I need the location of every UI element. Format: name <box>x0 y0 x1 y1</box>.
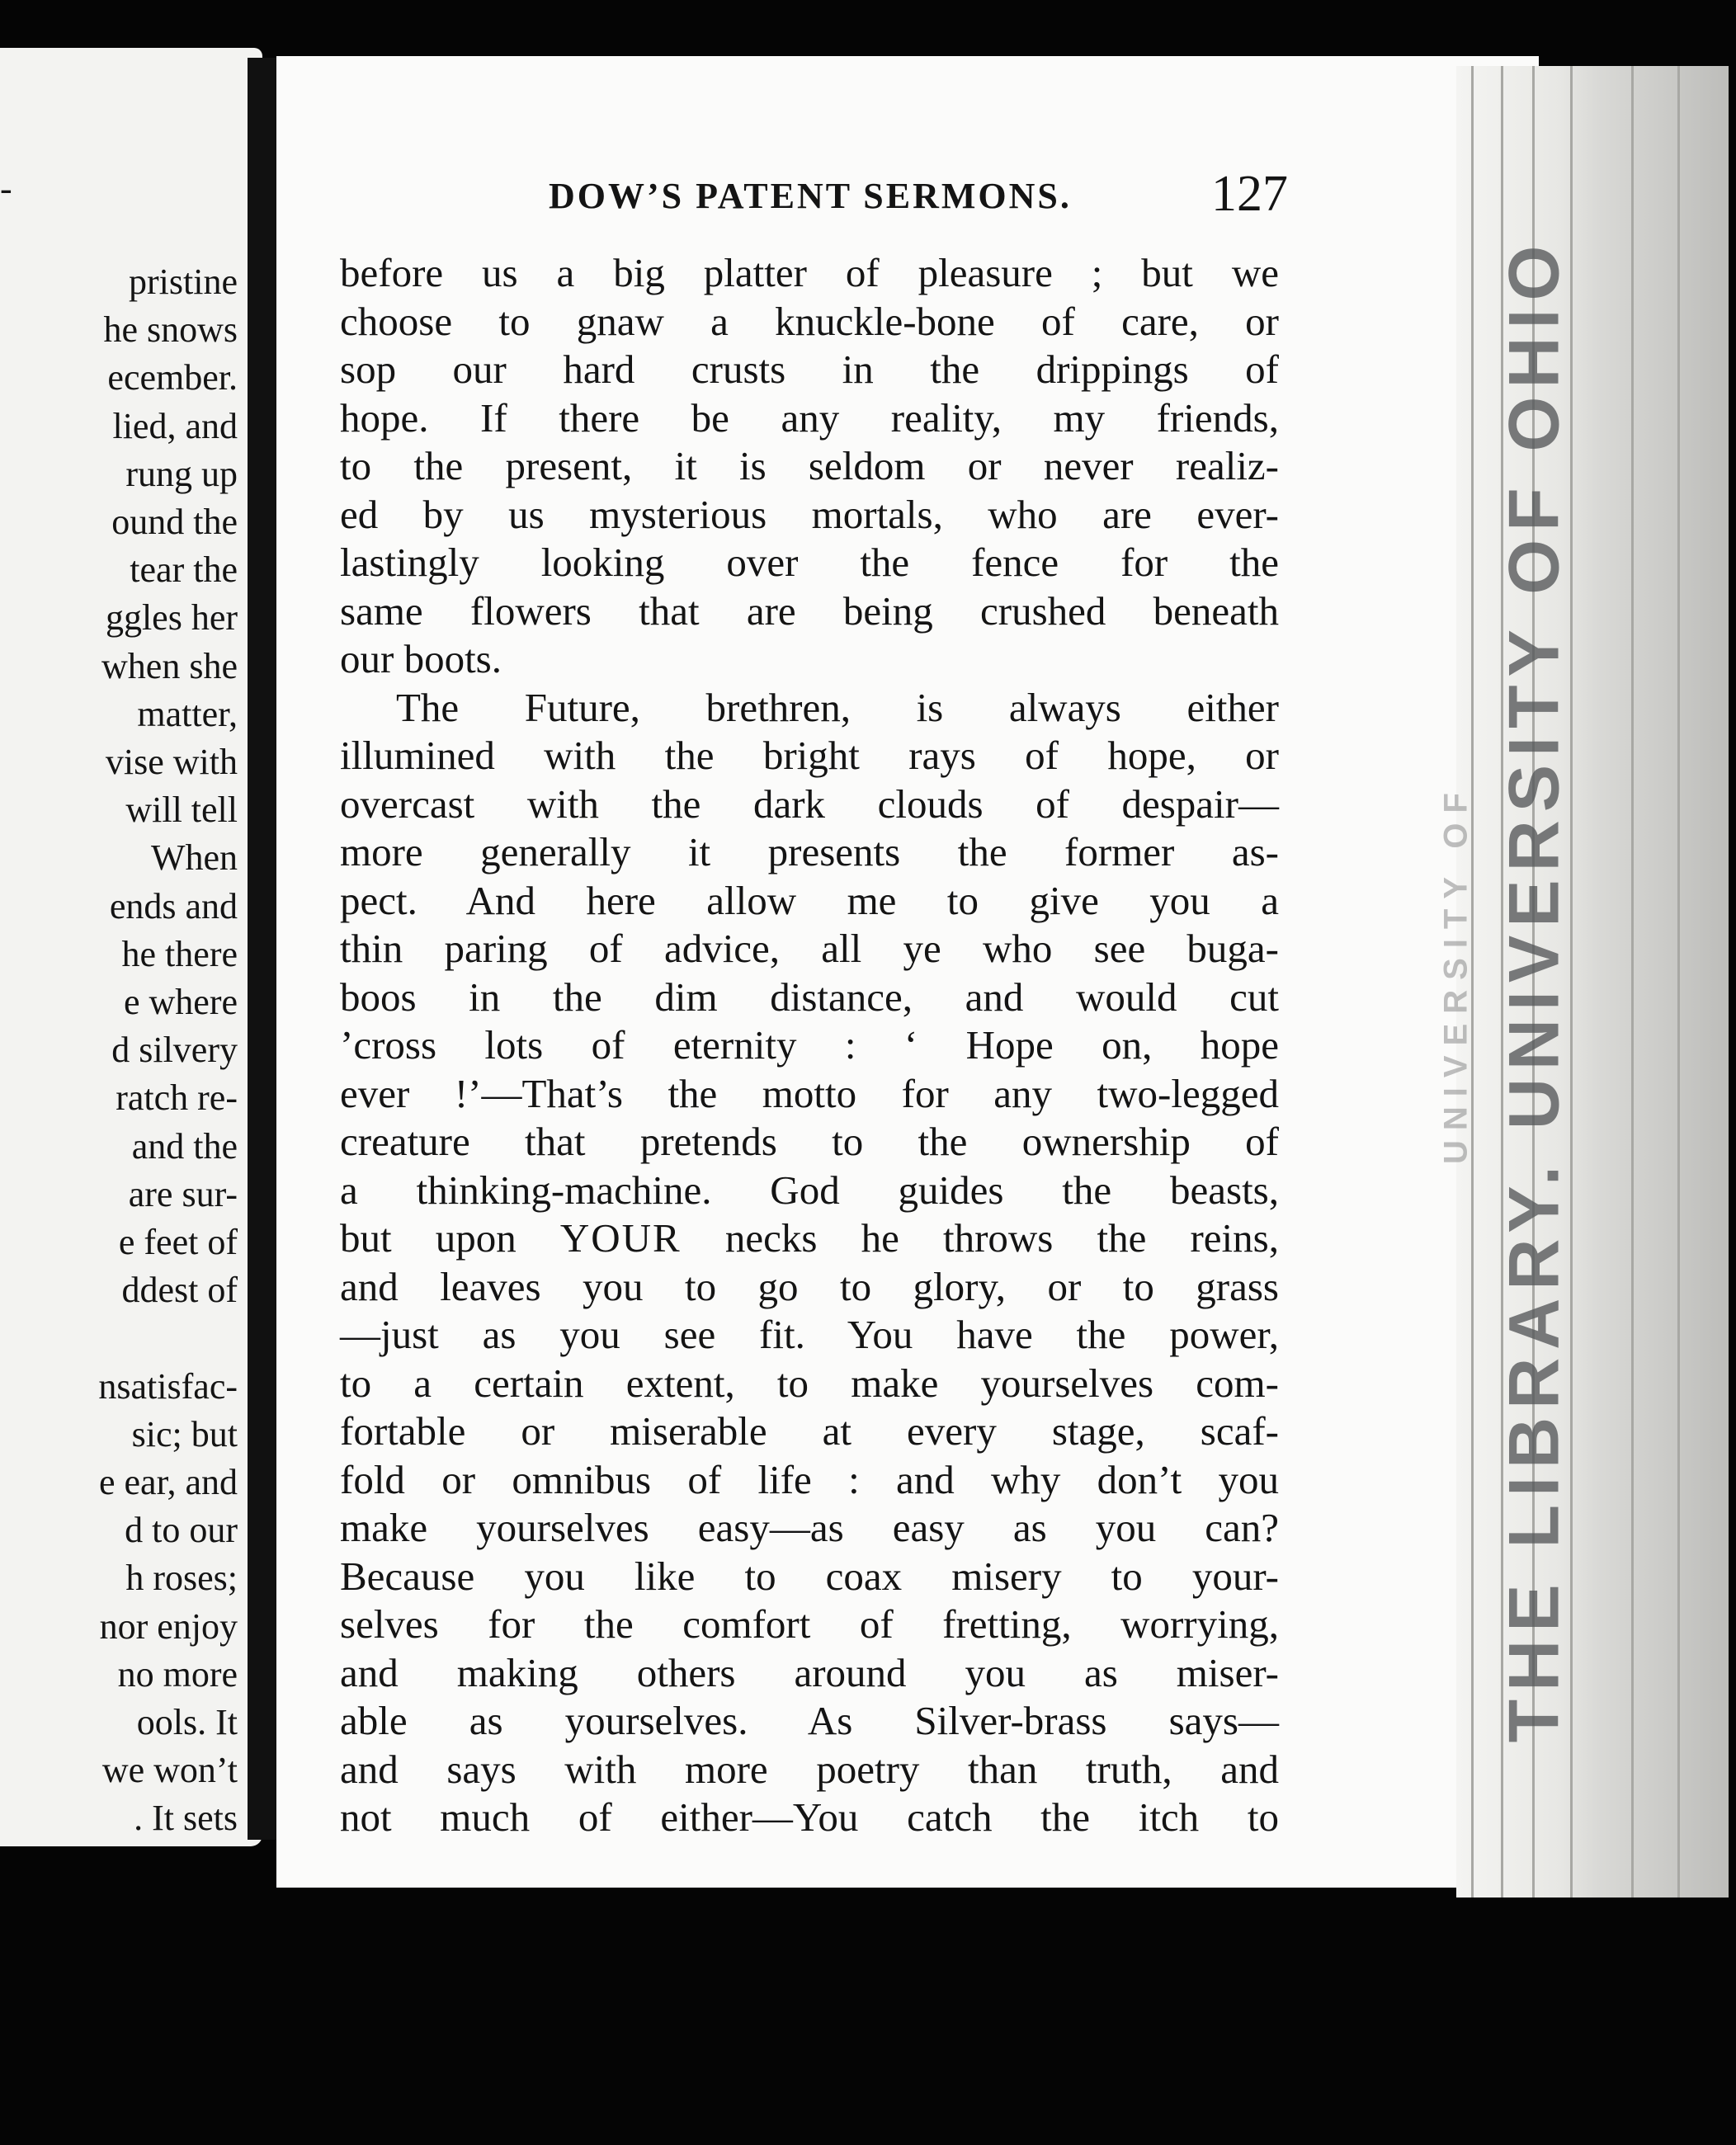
left-page-line: h roses; <box>125 1558 238 1599</box>
text-line: to a certain extent, to make yourselves com- <box>340 1360 1279 1406</box>
text-line: and leaves you to go to glory, or to grass <box>340 1263 1279 1309</box>
text-line: fold or omnibus of life : and why don’t you <box>340 1456 1279 1502</box>
left-page-fragment <box>0 48 262 1846</box>
left-page-line: ound the <box>111 502 238 542</box>
text-line: —just as you see fit. You have the power, <box>340 1312 1279 1357</box>
left-page-line: . It sets <box>134 1798 238 1839</box>
page-edge-line <box>1631 66 1634 1898</box>
running-head: DOW’S PATENT SERMONS. <box>549 176 1072 216</box>
text-line: our boots. <box>340 636 502 681</box>
left-page-line: d silvery <box>111 1030 238 1071</box>
text-line: hope. If there be any reality, my friends, <box>340 394 1279 441</box>
text-line: and says with more poetry than truth, and <box>340 1746 1279 1792</box>
text-line: thin paring of advice, all ye who see buga- <box>340 926 1279 971</box>
text-line: boos in the dim distance, and would cut <box>340 974 1279 1020</box>
left-page-line: sic; but <box>131 1413 238 1454</box>
left-page-line: will tell <box>125 790 238 831</box>
page-number: 127 <box>1211 166 1288 222</box>
text-line: make yourselves easy—as easy as you can? <box>340 1505 1279 1550</box>
text-line: choose to gnaw a knuckle-bone of care, or <box>340 298 1279 344</box>
text-fragment: necks he throws the reins, <box>681 1215 1279 1261</box>
left-page-line: pristine <box>129 262 238 302</box>
text-line: selves for the comfort of fretting, worrying, <box>340 1601 1279 1647</box>
book-gutter <box>248 58 281 1840</box>
left-page-line: tear the <box>130 549 238 591</box>
left-page-line: ools. It <box>136 1702 238 1742</box>
left-page-line: e ear, and <box>98 1462 238 1502</box>
text-line: creature that pretends to the ownership of <box>340 1119 1279 1164</box>
left-page-line: ggles her <box>105 597 238 639</box>
text-line: not much of either—You catch the itch to <box>340 1794 1279 1840</box>
text-line: before us a big platter of pleasure ; but we <box>340 250 1279 295</box>
left-page-line: nsatisfac- <box>98 1365 238 1407</box>
left-page-line: and the <box>131 1125 238 1167</box>
left-page-line: e where <box>123 982 238 1022</box>
text-fragment: but upon <box>340 1215 560 1261</box>
text-line: to the present, it is seldom or never realiz- <box>340 443 1279 488</box>
left-page-line: When <box>150 837 238 879</box>
text-line: pect. And here allow me to give you a <box>340 877 1279 923</box>
left-page-line: nor enjoy <box>99 1605 238 1647</box>
text-line: same flowers that are being crushed beneath <box>340 587 1279 634</box>
text-line: and making others around you as miser- <box>340 1649 1279 1695</box>
left-page-line: ddest of <box>121 1270 238 1311</box>
text-line: Because you like to coax misery to your- <box>340 1553 1279 1599</box>
left-page-line: rung up <box>125 453 238 494</box>
text-line: more generally it presents the former as- <box>340 829 1279 874</box>
left-page-mark: - <box>0 168 12 209</box>
left-page-line: lied, and <box>112 405 238 446</box>
text-line: The Future, brethren, is always either <box>396 684 1279 730</box>
text-line: ’cross lots of eternity : ‘ Hope on, hope <box>340 1022 1279 1068</box>
text-line: able as yourselves. As Silver-brass says— <box>340 1698 1279 1743</box>
page-edge-line <box>1677 66 1680 1898</box>
text-line <box>340 1214 1279 1263</box>
text-line: ever !’—That’s the motto for any two-legged <box>340 1070 1279 1116</box>
small-caps-word: YOUR <box>559 1215 682 1261</box>
left-page-line: vise with <box>105 742 238 782</box>
left-page-line: d to our <box>125 1510 238 1551</box>
left-page-line: ratch re- <box>116 1077 238 1119</box>
left-page-line: no more <box>117 1653 238 1695</box>
text-line: fortable or miserable at every stage, scaf- <box>340 1408 1279 1454</box>
left-page-line: e feet of <box>118 1222 238 1262</box>
text-line: overcast with the dark clouds of despair— <box>340 780 1279 827</box>
text-line: a thinking-machine. God guides the beasts, <box>340 1167 1279 1213</box>
left-page-line: are sur- <box>128 1173 238 1214</box>
text-line: lastingly looking over the fence for the <box>340 540 1279 585</box>
left-page-line: matter, <box>137 693 238 734</box>
text-line: ed by us mysterious mortals, who are ever- <box>340 491 1279 537</box>
sermon-body <box>340 249 1279 1842</box>
library-stamp: THE LIBRARY. UNIVERSITY OF OHIO <box>1494 237 1574 1743</box>
left-page-line: he snows <box>103 309 238 351</box>
left-page-line: when she <box>101 645 238 686</box>
faint-library-stamp: UNIVERSITY OF <box>1437 783 1474 1164</box>
text-line: sop our hard crusts in the drippings of <box>340 346 1279 392</box>
text-line: illumined with the bright rays of hope, or <box>340 733 1279 778</box>
left-page-line: ecember. <box>107 357 238 398</box>
left-page-line: ends and <box>109 885 238 926</box>
left-page-line: we won’t <box>101 1750 238 1791</box>
left-page-line: he there <box>121 933 238 974</box>
